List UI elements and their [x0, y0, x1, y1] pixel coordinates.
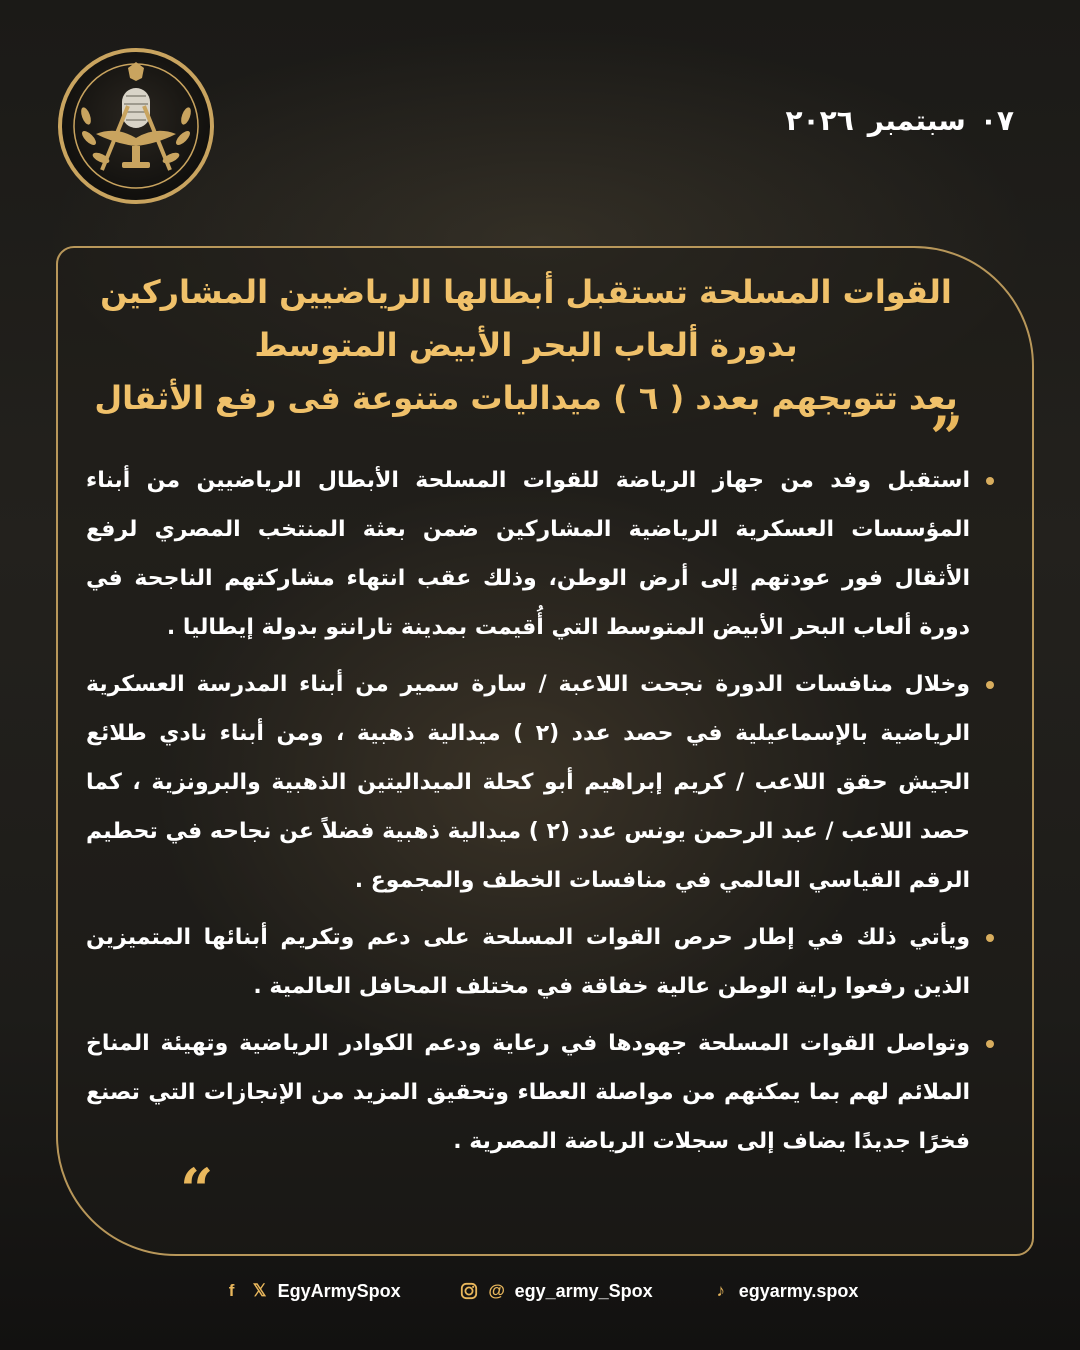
paragraph-text: استقبل وفد من جهاز الرياضة للقوات المسلحة الأبطال الرياضيين من أبناء المؤسسات العسكرية الرياضية المشاركين ضمن بعثة المنتخب المصري لرفع الأثقال فور عودتهم إلى أرض الوطن، وذلك عقب انتهاء مشاركتهم الناجحة في دورة ألعاب البحر الأبيض المتوسط التي أُقيمت بمدينة تارانتو بدولة إيطاليا .	[86, 468, 970, 640]
headline	[70, 266, 982, 425]
article-body	[86, 456, 998, 1174]
paragraph	[86, 456, 998, 652]
x-icon: 𝕏	[252, 1281, 267, 1300]
paragraph	[86, 660, 998, 905]
social-tiktok[interactable]	[711, 1281, 859, 1302]
date-day: ٠٧	[979, 104, 1014, 137]
social-facebook-x[interactable]	[222, 1281, 401, 1302]
date-month: سبتمبر	[867, 104, 966, 137]
tiktok-icon: ♪	[716, 1281, 725, 1300]
paragraph-text: ويأتي ذلك في إطار حرص القوات المسلحة على دعم وتكريم أبنائها المتميزين الذين رفعوا راية الوطن عالية خفاقة في مختلف المحافل العالمية .	[86, 925, 970, 999]
quote-close-icon: “	[180, 1156, 214, 1224]
instagram-icon	[459, 1281, 479, 1301]
quote-open-icon: ”	[930, 404, 964, 472]
bullet-icon	[986, 477, 994, 485]
paragraph	[86, 913, 998, 1011]
emblem-icon	[56, 46, 216, 206]
paragraph	[86, 1019, 998, 1166]
military-spokesman-emblem	[56, 46, 216, 206]
bullet-icon	[986, 934, 994, 942]
facebook-x-handle: EgyArmySpox	[277, 1280, 401, 1301]
paragraph-text: وخلال منافسات الدورة نجحت اللاعبة / سارة سمير من أبناء المدرسة العسكرية الرياضية بالإسماعيلية في حصد عدد (٢ ) ميدالية ذهبية ، ومن أبناء نادي طلائع الجيش حقق اللاعب / كريم إبراهيم أبو كحلة الميداليتين الذهبية والبرونزية ، كما حصد اللاعب / عبد الرحمن يونس عدد (٢ ) ميدالية ذهبية فضلاً عن نجاحه في تحطيم الرقم القياسي العالمي في منافسات الخطف والمجموع .	[86, 672, 971, 893]
tiktok-handle: egyarmy.spox	[738, 1280, 859, 1301]
headline-line-1: القوات المسلحة تستقبل أبطالها الرياضيين المشاركين	[100, 273, 952, 311]
facebook-icon: f	[228, 1281, 235, 1300]
bullet-icon	[986, 681, 994, 689]
social-footer	[0, 1276, 1080, 1306]
instagram-threads-handle: egy_army_Spox	[514, 1280, 653, 1301]
headline-line-3: بعد تتويجهم بعدد ( ٦ ) ميداليات متنوعة فى رفع الأثقال	[94, 379, 958, 417]
bullet-icon	[986, 1040, 994, 1048]
social-instagram-threads[interactable]	[459, 1281, 653, 1302]
headline-line-2: بدورة ألعاب البحر الأبيض المتوسط	[254, 326, 798, 364]
date-year: ٢٠٢٦	[785, 104, 854, 137]
paragraph-text: وتواصل القوات المسلحة جهودها في رعاية ودعم الكوادر الرياضية وتهيئة المناخ الملائم لهم بما يمكنهم من مواصلة العطاء وتحقيق المزيد من الإنجازات التي تصنع فخرًا جديدًا يضاف إلى سجلات الرياضة المصرية .	[86, 1031, 970, 1154]
threads-icon: @	[488, 1281, 505, 1300]
publish-date	[785, 104, 1014, 137]
